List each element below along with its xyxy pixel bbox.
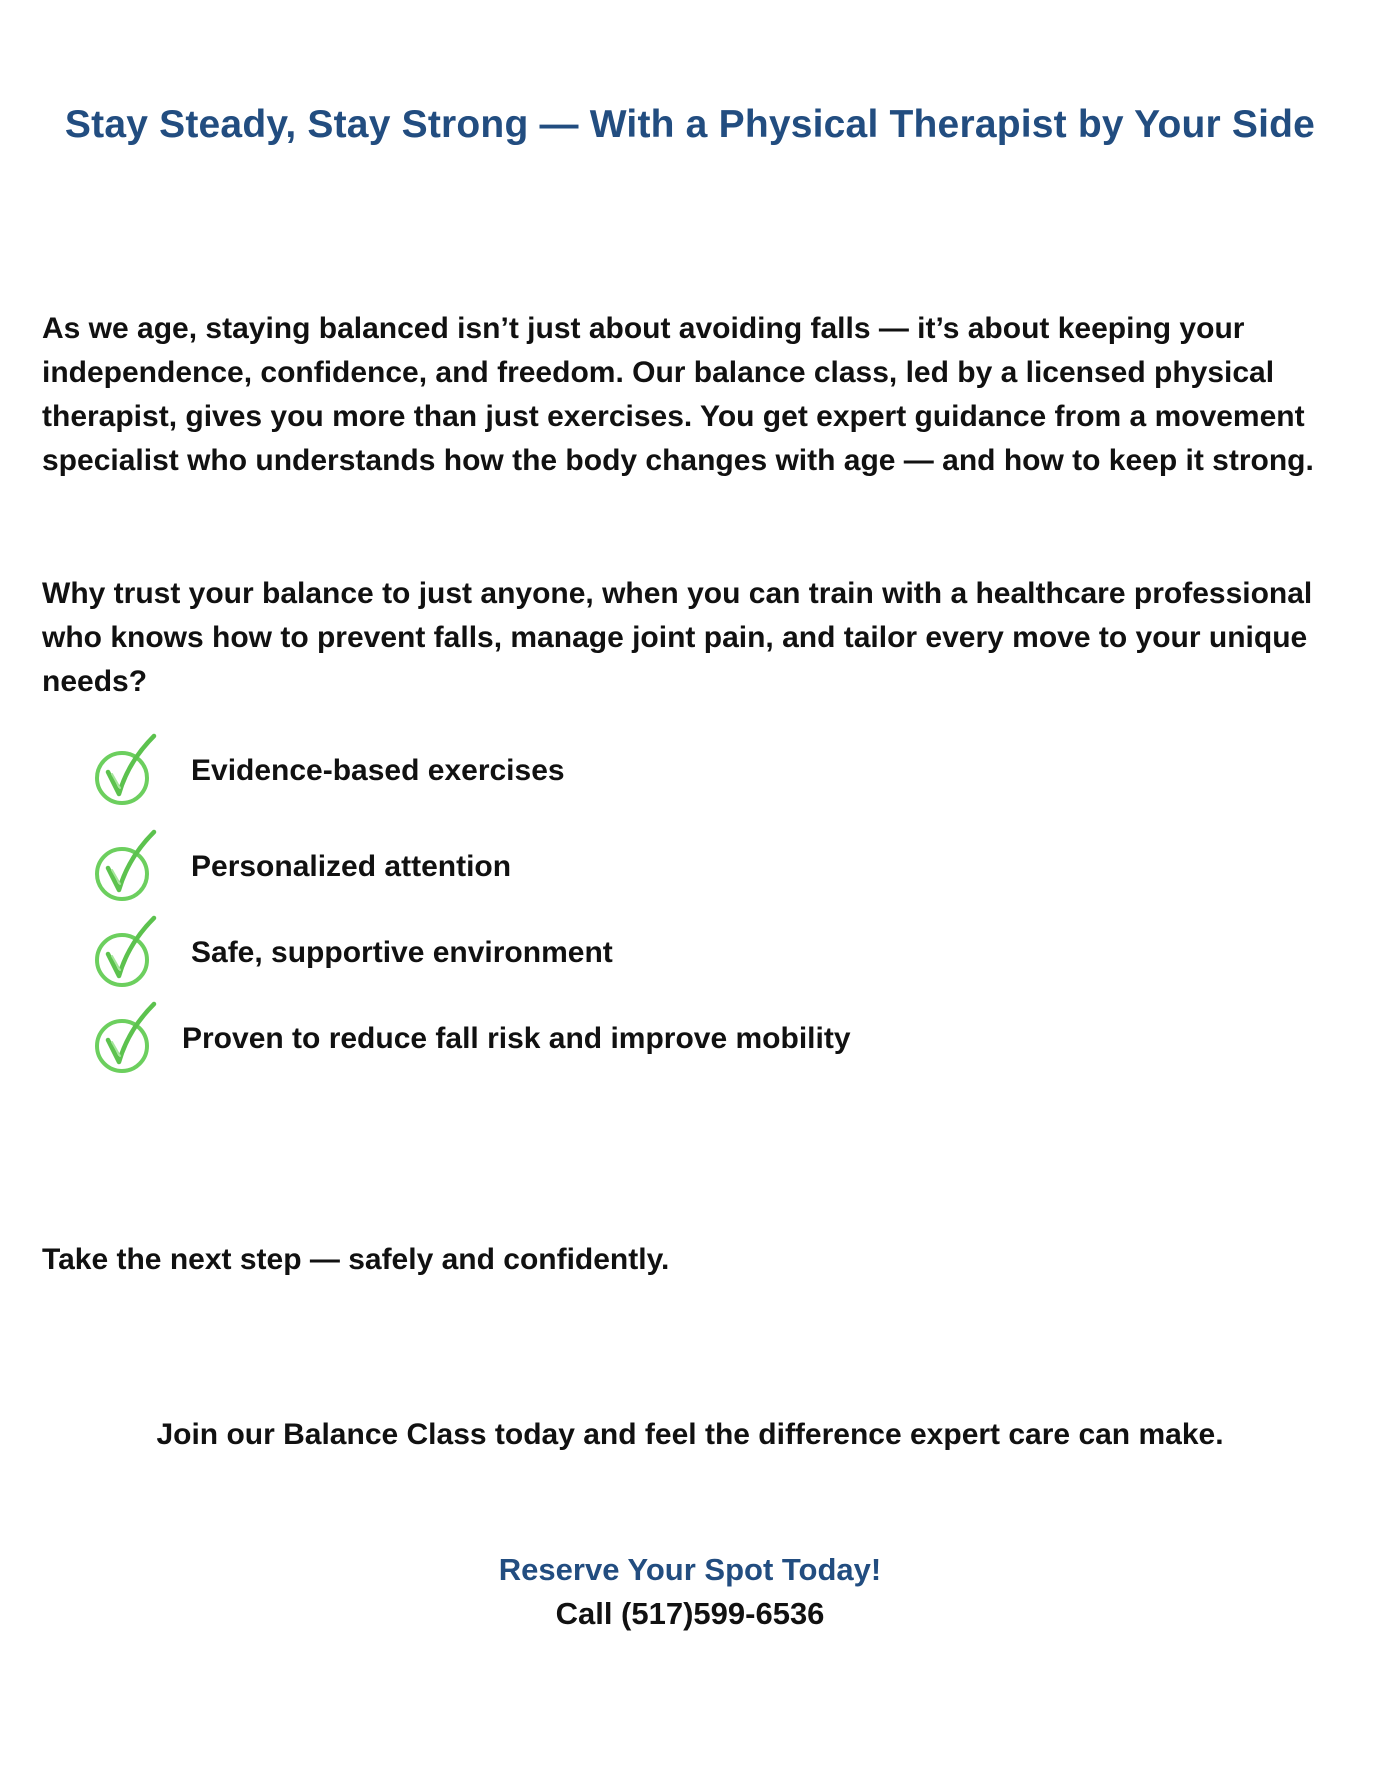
next-step-text: Take the next step — safely and confidently.	[42, 1243, 670, 1276]
green-checkmark-icon	[92, 824, 172, 904]
checklist-item-label: Safe, supportive environment	[191, 936, 613, 969]
checklist-item-label: Personalized attention	[191, 850, 512, 883]
question-paragraph: Why trust your balance to just anyone, when you can train with a healthcare professional who knows how to prevent falls, manage joint pain, and tailor every move to your unique needs?	[42, 577, 1313, 698]
reserve-spot-heading: Reserve Your Spot Today!	[498, 1552, 882, 1587]
join-class-text: Join our Balance Class today and feel the difference expert care can make.	[156, 1418, 1224, 1451]
phone-number[interactable]: Call (517)599-6536	[555, 1596, 825, 1631]
checklist-item-label: Evidence-based exercises	[191, 754, 565, 787]
page-headline: Stay Steady, Stay Strong — With a Physical Therapist by Your Side	[64, 103, 1316, 146]
checklist-item	[92, 728, 1092, 808]
green-checkmark-icon	[92, 910, 172, 990]
checklist-item-label: Proven to reduce fall risk and improve mobility	[182, 1022, 851, 1055]
checklist-item	[92, 996, 1092, 1076]
green-checkmark-icon	[92, 728, 172, 808]
green-checkmark-icon	[92, 996, 172, 1076]
intro-paragraph: As we age, staying balanced isn’t just about avoiding falls — it’s about keeping your independence, confidence, and freedom. Our balance class, led by a licensed physical therapist, gives you more than just exercises. You get expert guidance from a movement specialist who understands how the body changes with age — and how to keep it strong.	[42, 312, 1314, 477]
checklist-item	[92, 824, 1092, 904]
checklist-item	[92, 910, 1092, 990]
